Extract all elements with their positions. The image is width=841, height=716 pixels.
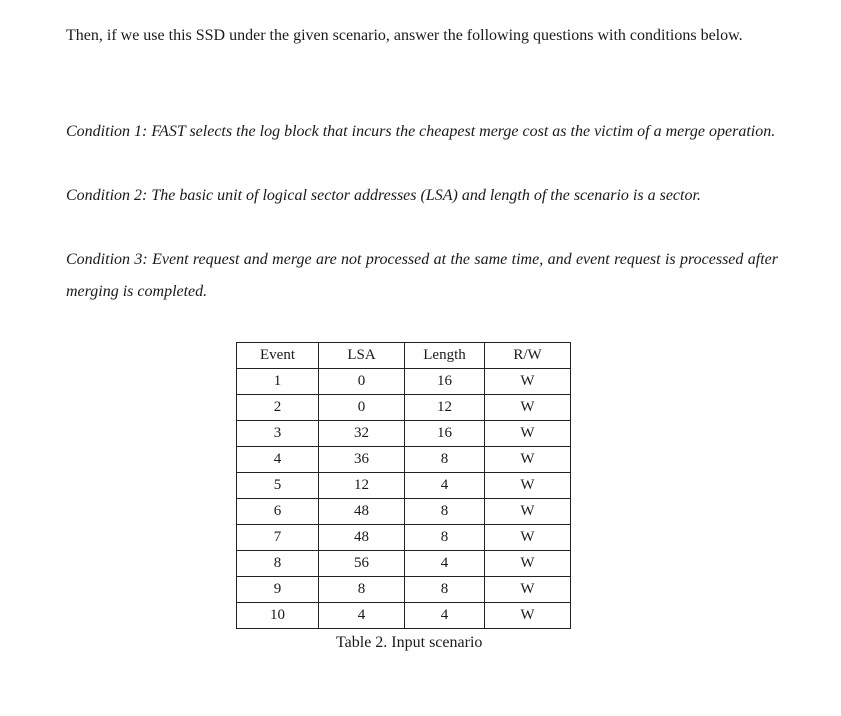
cell-length: 16	[405, 369, 485, 395]
cell-length: 4	[405, 551, 485, 577]
cell-event: 3	[237, 421, 319, 447]
cell-length: 4	[405, 603, 485, 629]
cell-rw: W	[485, 395, 571, 421]
input-scenario-table	[236, 342, 571, 629]
cell-lsa: 8	[319, 577, 405, 603]
cell-length: 12	[405, 395, 485, 421]
table-row	[237, 551, 571, 577]
cell-event: 7	[237, 525, 319, 551]
cell-rw: W	[485, 577, 571, 603]
cell-lsa: 32	[319, 421, 405, 447]
table-row	[237, 395, 571, 421]
cell-event: 9	[237, 577, 319, 603]
cell-event: 10	[237, 603, 319, 629]
header-rw: R/W	[485, 343, 571, 369]
table-row	[237, 421, 571, 447]
table-row	[237, 447, 571, 473]
cell-lsa: 0	[319, 395, 405, 421]
cell-lsa: 48	[319, 525, 405, 551]
table-row	[237, 473, 571, 499]
cell-rw: W	[485, 551, 571, 577]
condition-2-label: Condition 2:	[66, 187, 148, 204]
cell-lsa: 12	[319, 473, 405, 499]
cell-lsa: 56	[319, 551, 405, 577]
cell-rw: W	[485, 369, 571, 395]
intro-paragraph: Then, if we use this SSD under the given scenario, answer the following questions with conditions below.	[66, 27, 743, 44]
cell-length: 8	[405, 525, 485, 551]
condition-2-text: The basic unit of logical sector addresses (LSA) and length of the scenario is a sector.	[151, 187, 701, 204]
cell-lsa: 48	[319, 499, 405, 525]
cell-length: 4	[405, 473, 485, 499]
cell-length: 8	[405, 447, 485, 473]
condition-3-text: Event request and merge are not processed at the same time, and event request is processed after merging is completed.	[66, 251, 779, 300]
condition-1-label: Condition 1:	[66, 123, 148, 140]
table-row	[237, 603, 571, 629]
header-length: Length	[405, 343, 485, 369]
table-row	[237, 369, 571, 395]
cell-event: 1	[237, 369, 319, 395]
cell-lsa: 36	[319, 447, 405, 473]
cell-event: 2	[237, 395, 319, 421]
condition-2	[66, 180, 778, 212]
cell-event: 6	[237, 499, 319, 525]
table-row	[237, 499, 571, 525]
input-scenario-table-container	[236, 342, 570, 629]
cell-length: 8	[405, 577, 485, 603]
table-row	[237, 525, 571, 551]
condition-1-text: FAST selects the log block that incurs the cheapest merge cost as the victim of a merge operation.	[151, 123, 776, 140]
cell-rw: W	[485, 473, 571, 499]
condition-3-label: Condition 3:	[66, 251, 148, 268]
cell-event: 8	[237, 551, 319, 577]
cell-event: 4	[237, 447, 319, 473]
cell-rw: W	[485, 499, 571, 525]
table-caption: Table 2. Input scenario	[336, 634, 483, 651]
cell-length: 16	[405, 421, 485, 447]
cell-lsa: 0	[319, 369, 405, 395]
table-row	[237, 577, 571, 603]
table-header-row	[237, 343, 571, 369]
cell-rw: W	[485, 603, 571, 629]
cell-length: 8	[405, 499, 485, 525]
cell-event: 5	[237, 473, 319, 499]
condition-1	[66, 116, 778, 148]
cell-rw: W	[485, 421, 571, 447]
cell-rw: W	[485, 525, 571, 551]
condition-3	[66, 244, 778, 308]
header-lsa: LSA	[319, 343, 405, 369]
cell-rw: W	[485, 447, 571, 473]
cell-lsa: 4	[319, 603, 405, 629]
header-event: Event	[237, 343, 319, 369]
